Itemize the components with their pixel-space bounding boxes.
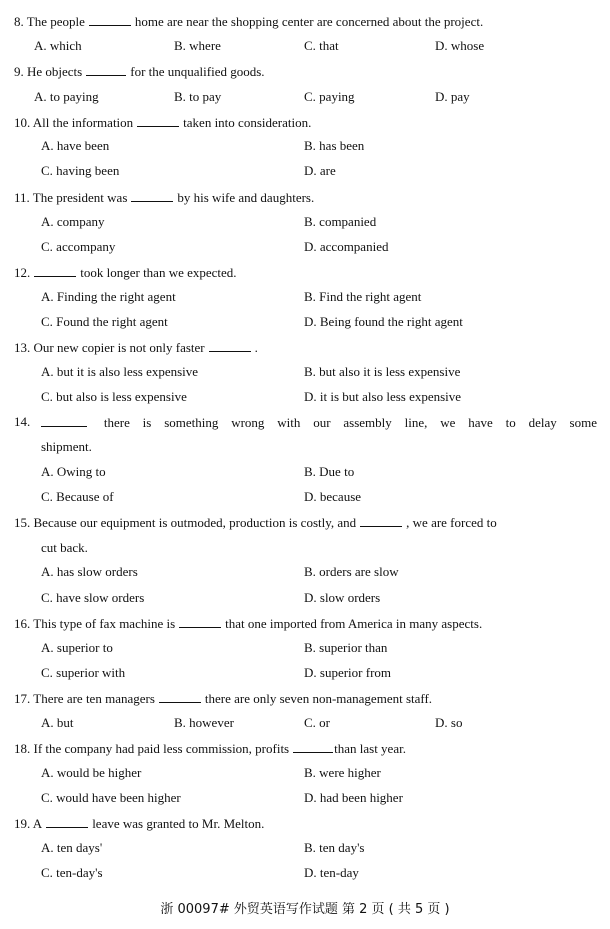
option-c: C. or: [304, 715, 330, 730]
answer-blank: [179, 615, 221, 628]
question-number: 12.: [14, 265, 31, 280]
option-b: B. superior than: [304, 640, 388, 655]
question-text: taken into consideration.: [183, 115, 312, 130]
option-a: A. Finding the right agent: [41, 289, 176, 304]
option-d: D. it is but also less expensive: [304, 389, 462, 404]
question-11: [14, 189, 314, 206]
option-b: B. but also it is less expensive: [304, 364, 461, 379]
option-d: D. ten-day: [304, 865, 359, 880]
question-number: 18.: [14, 741, 31, 756]
page-footer: 浙 00097# 外贸英语写作试题 第 2 页 ( 共 5 页 ): [160, 902, 450, 917]
question-18: [14, 740, 406, 757]
question-number: 16.: [14, 616, 31, 631]
question-text: by his wife and daughters.: [177, 190, 315, 205]
question-text: leave was granted to Mr. Melton.: [92, 816, 265, 831]
question-text: there are only seven non-management staff.: [204, 691, 433, 706]
option-c: C. ten-day's: [41, 865, 103, 880]
option-a: A. superior to: [41, 640, 113, 655]
option-b: B. were higher: [304, 765, 381, 780]
question-text: All the information: [32, 115, 134, 130]
question-number: 13.: [14, 340, 31, 355]
answer-blank: [360, 514, 402, 527]
question-15: [14, 514, 497, 531]
question-number: 9.: [14, 64, 24, 79]
option-b: B. where: [174, 38, 221, 53]
option-c: C. Because of: [41, 489, 114, 504]
question-number: 15.: [14, 515, 31, 530]
question-10: [14, 114, 311, 131]
question-19: [14, 815, 264, 832]
answer-blank: [293, 740, 333, 753]
question-15-continued: cut back.: [41, 540, 88, 555]
option-c: C. accompany: [41, 239, 116, 254]
option-a: A. which: [34, 38, 82, 53]
option-c: C. would have been higher: [41, 790, 181, 805]
option-c: C. but also is less expensive: [41, 389, 187, 404]
question-text: He objects: [27, 64, 83, 79]
answer-blank: [86, 63, 126, 76]
option-d: D. pay: [435, 89, 470, 104]
answer-blank: [34, 264, 76, 277]
option-a: A. but it is also less expensive: [41, 364, 199, 379]
question-text: Because our equipment is outmoded, production is costly, and: [33, 515, 357, 530]
option-d: D. so: [435, 715, 463, 730]
question-text: This type of fax machine is: [33, 616, 176, 631]
answer-blank: [209, 339, 251, 352]
option-a: A. company: [41, 214, 105, 229]
question-number: 8.: [14, 14, 24, 29]
option-b: B. has been: [304, 138, 365, 153]
option-d: D. are: [304, 163, 336, 178]
option-b: B. however: [174, 715, 234, 730]
question-text: If the company had paid less commission, profits: [33, 741, 290, 756]
option-a: A. have been: [41, 138, 110, 153]
question-text: that one imported from America in many aspects.: [225, 616, 483, 631]
answer-blank: [159, 690, 201, 703]
answer-blank: [46, 815, 88, 828]
question-number: 10.: [14, 115, 31, 130]
question-number: 11.: [14, 190, 30, 205]
question-text: there is something wrong with our assembly line, we have to delay some: [103, 415, 598, 430]
answer-blank: [41, 414, 87, 427]
option-b: B. ten day's: [304, 840, 365, 855]
question-8: [14, 13, 483, 30]
question-text: .: [254, 340, 258, 355]
question-number: 19.: [14, 816, 31, 831]
option-d: D. accompanied: [304, 239, 389, 254]
option-c: C. have slow orders: [41, 590, 145, 605]
option-a: A. would be higher: [41, 765, 142, 780]
option-c: C. that: [304, 38, 339, 53]
option-a: A. to paying: [34, 89, 99, 104]
option-b: B. companied: [304, 214, 377, 229]
option-a: A. ten days': [41, 840, 103, 855]
question-text: for the unqualified goods.: [130, 64, 265, 79]
question-14-text: [41, 414, 597, 431]
option-c: C. having been: [41, 163, 120, 178]
option-d: D. Being found the right agent: [304, 314, 463, 329]
option-b: B. orders are slow: [304, 564, 399, 579]
question-text: A: [32, 816, 43, 831]
question-text: The president was: [32, 190, 128, 205]
answer-blank: [137, 114, 179, 127]
question-12: [14, 264, 237, 281]
option-d: D. superior from: [304, 665, 392, 680]
question-number: 17.: [14, 691, 31, 706]
question-text: than last year.: [334, 741, 406, 756]
option-d: D. because: [304, 489, 362, 504]
option-c: C. paying: [304, 89, 355, 104]
question-text: The people: [26, 14, 85, 29]
option-a: A. Owing to: [41, 464, 106, 479]
option-b: B. to pay: [174, 89, 222, 104]
question-14-continued: shipment.: [41, 439, 92, 454]
option-b: B. Find the right agent: [304, 289, 422, 304]
option-a: A. has slow orders: [41, 564, 138, 579]
question-text: There are ten managers: [33, 691, 155, 706]
question-17: [14, 690, 432, 707]
question-13: [14, 339, 258, 356]
question-number: 14.: [14, 414, 31, 429]
option-c: C. Found the right agent: [41, 314, 168, 329]
question-text: Our new copier is not only faster: [33, 340, 205, 355]
question-text: took longer than we expected.: [80, 265, 237, 280]
option-d: D. whose: [435, 38, 485, 53]
question-16: [14, 615, 482, 632]
option-d: D. had been higher: [304, 790, 403, 805]
question-9: [14, 63, 265, 80]
answer-blank: [131, 189, 173, 202]
question-text: , we are forced to: [406, 515, 497, 530]
option-b: B. Due to: [304, 464, 355, 479]
answer-blank: [89, 13, 131, 26]
option-a: A. but: [41, 715, 74, 730]
question-text: home are near the shopping center are concerned about the project.: [134, 14, 484, 29]
option-d: D. slow orders: [304, 590, 381, 605]
option-c: C. superior with: [41, 665, 126, 680]
